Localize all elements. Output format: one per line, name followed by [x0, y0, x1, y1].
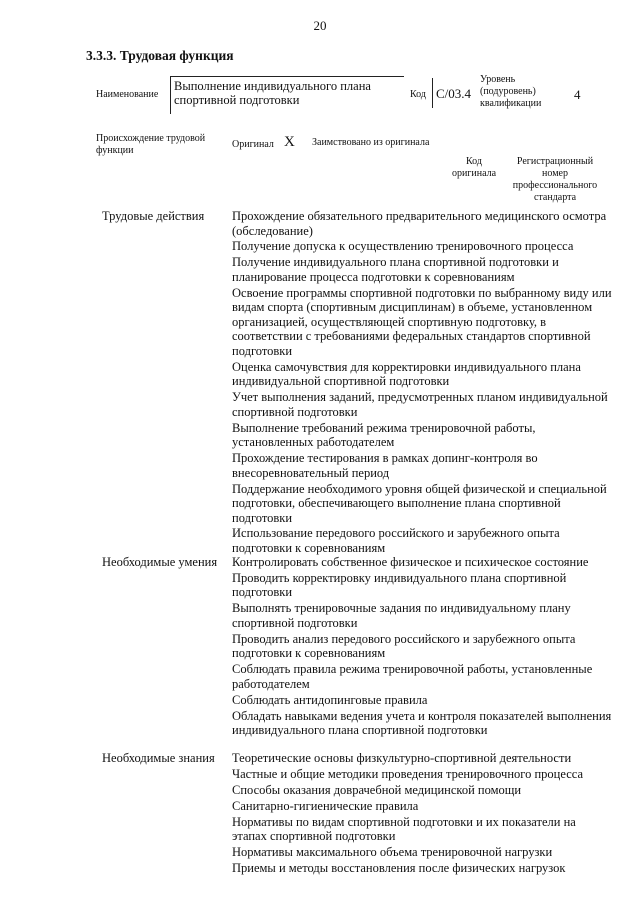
qualification-level-label: Уровень (подуровень) квалификации: [480, 74, 542, 109]
origin-code-label: Код оригинала: [451, 156, 497, 179]
list-item: Проводить корректировку индивидуального плана спортивной подготовки: [232, 570, 567, 600]
page-number: 20: [313, 18, 327, 33]
list-item: Освоение программы спортивной подготовки по выбранному виду или видам спорта (спортивным дисциплинам) в объеме, установленном организацией, осуществляющей спортивную подготовку, в соответствии с требованиями федеральных стандартов спортивной подготовки: [232, 285, 612, 358]
actions-label: Трудовые действия: [102, 209, 205, 223]
actions-list: [232, 209, 612, 557]
skills-label: Необходимые умения: [102, 555, 218, 569]
list-item: Приемы и методы восстановления после физических нагрузок: [232, 861, 566, 876]
list-item: Поддержание необходимого уровня общей физической и специальной подготовки, обеспечивающего выполнение плана спортивной подготовки: [232, 481, 607, 525]
list-item: Санитарно-гигиенические правила: [232, 798, 419, 813]
list-item: Соблюдать антидопинговые правила: [232, 692, 428, 707]
list-item: Способы оказания доврачебной медицинской помощи: [232, 782, 522, 797]
name-value: Выполнение индивидуального плана спортивной подготовки: [170, 76, 404, 114]
list-item: Нормативы максимального объема тренировочной нагрузки: [232, 845, 553, 860]
borrowed-label: Заимствовано из оригинала: [312, 137, 430, 148]
list-item: Нормативы по видам спортивной подготовки и их показатели на этапах спортивной подготовки: [232, 814, 576, 844]
list-item: Проводить анализ передового российского и зарубежного опыта подготовки к соревнованиям: [232, 631, 576, 661]
list-item: Контролировать собственное физическое и психическое состояние: [232, 555, 589, 569]
name-label: Наименование: [96, 89, 159, 100]
list-item: Получение индивидуального плана спортивной подготовки и планирование процесса подготовки к соревнованиям: [232, 255, 559, 284]
list-item: Выполнение требований режима тренировочной работы, установленных работодателем: [232, 420, 536, 450]
list-item: Частные и общие методики проведения тренировочного процесса: [232, 766, 583, 781]
qualification-level-value: 4: [574, 87, 581, 102]
list-item: Обладать навыками ведения учета и контроля показателей выполнения индивидуального плана спортивной подготовки: [232, 708, 612, 738]
list-item: Получение допуска к осуществлению тренировочного процесса: [232, 239, 574, 254]
list-item: Соблюдать правила режима тренировочной работы, установленные работодателем: [232, 662, 593, 691]
knowledge-list: [232, 751, 612, 877]
list-item: Использование передового российского и зарубежного опыта подготовки к соревнованиям: [232, 526, 560, 555]
knowledge-label: Необходимые знания: [102, 751, 215, 765]
list-item: Выполнять тренировочные задания по индивидуальному плану спортивной подготовки: [232, 601, 571, 630]
skills-list: [232, 555, 612, 739]
section-title: 3.3.3. Трудовая функция: [86, 48, 234, 63]
list-item: Теоретические основы физкультурно-спортивной деятельности: [232, 751, 572, 765]
list-item: Учет выполнения заданий, предусмотренных планом индивидуальной спортивной подготовки: [232, 390, 608, 419]
registration-number-label: Регистрационный номер профессионального стандарта: [512, 156, 598, 203]
list-item: Прохождение обязательного предварительного медицинского осмотра (обследование): [232, 209, 607, 238]
list-item: Прохождение тестирования в рамках допинг-контроля во внесоревновательный период: [232, 451, 538, 480]
code-label: Код: [410, 89, 426, 100]
original-label: Оригинал: [232, 139, 274, 150]
code-value: C/03.4: [432, 78, 480, 108]
original-mark: X: [284, 134, 295, 150]
origin-label: Происхождение трудовой функции: [96, 133, 206, 156]
list-item: Оценка самочувствия для корректировки индивидуального плана индивидуальной спортивной подготовки: [232, 359, 581, 389]
